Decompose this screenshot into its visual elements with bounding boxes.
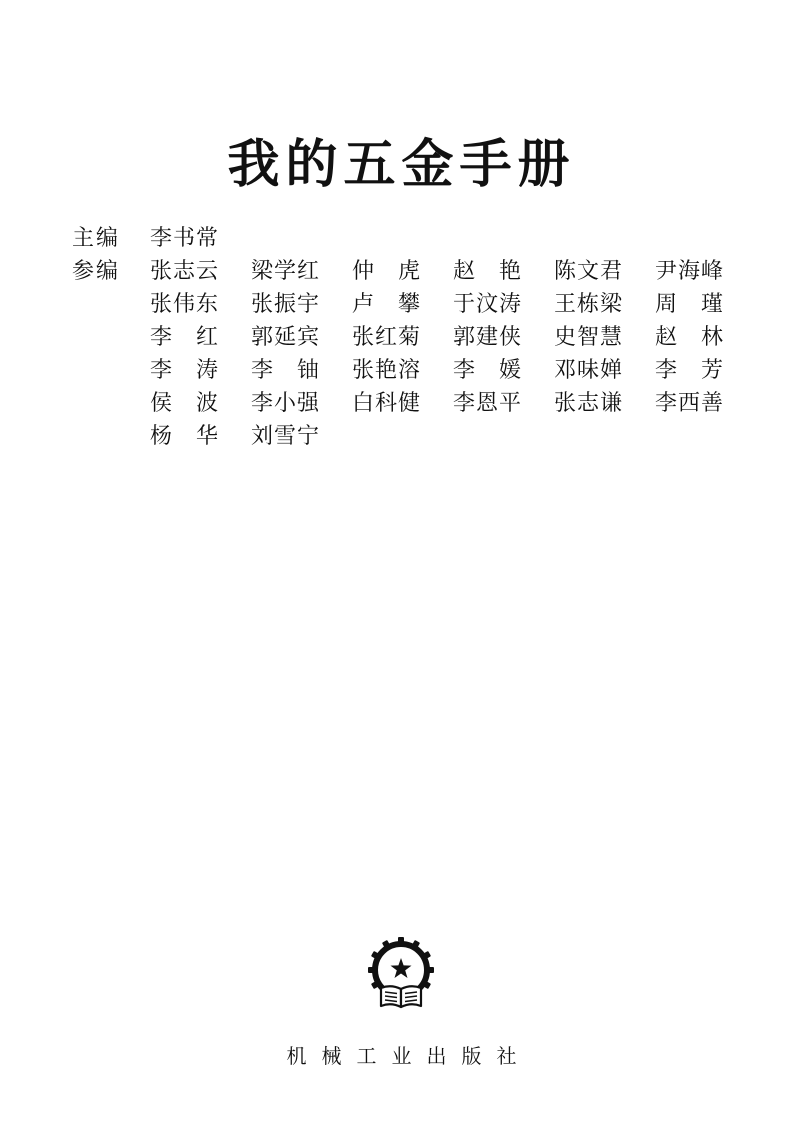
contributor-name: 于汶涛: [453, 292, 523, 317]
contributor-name: 仲 虎: [352, 259, 422, 284]
contributor-name: 陈文君: [554, 259, 624, 284]
contributor-name: 邓味婵: [554, 358, 624, 383]
contributor-name: 赵 林: [655, 325, 725, 350]
credits-block: [72, 222, 756, 453]
contributors-row: [72, 387, 756, 420]
contributor-name: 张伟东: [150, 292, 220, 317]
contributor-name: 张艳溶: [352, 358, 422, 383]
contributor-name: 李 涛: [150, 358, 220, 383]
book-title: 我的五金手册: [227, 135, 576, 195]
chief-editor-role: 主编: [72, 226, 121, 251]
contributors-row: [72, 354, 756, 387]
chief-editor-row: [72, 222, 756, 255]
contributor-name: 周 瑾: [655, 292, 725, 317]
contributor-name: 史智慧: [554, 325, 624, 350]
contributor-name: 卢 攀: [352, 292, 422, 317]
contributor-name: 郭延宾: [251, 325, 321, 350]
contributor-name: 郭建侠: [453, 325, 523, 350]
contributor-name: 李西善: [655, 391, 725, 416]
contributor-name: 张志云: [150, 259, 220, 284]
contributor-name: 赵 艳: [453, 259, 523, 284]
contributor-name: 李 媛: [453, 358, 523, 383]
contributor-name: 张红菊: [352, 325, 422, 350]
contributor-name: 张志谦: [554, 391, 624, 416]
contributors-role: 参编: [72, 259, 121, 284]
contributor-name: 李 铀: [251, 358, 321, 383]
contributor-name: 李 芳: [655, 358, 725, 383]
contributor-name: 刘雪宁: [251, 424, 321, 449]
publisher-emblem-icon: [367, 936, 435, 1010]
contributors-row: [72, 255, 756, 288]
contributor-name: 李 红: [150, 325, 220, 350]
open-book-icon: [381, 986, 421, 1007]
contributor-name: 梁学红: [251, 259, 321, 284]
chief-editor-name: 李书常: [150, 226, 220, 251]
contributor-name: 侯 波: [150, 391, 220, 416]
contributors-row: [72, 420, 756, 453]
contributor-name: 杨 华: [150, 424, 220, 449]
contributor-name: 李小强: [251, 391, 321, 416]
contributor-name: 李恩平: [453, 391, 523, 416]
contributors-row: [72, 288, 756, 321]
contributors-row: [72, 321, 756, 354]
contributor-name: 尹海峰: [655, 259, 725, 284]
contributor-name: 张振宇: [251, 292, 321, 317]
contributor-name: 王栋梁: [554, 292, 624, 317]
contributor-name: 白科健: [352, 391, 422, 416]
publisher-name: 机械工业出版社: [286, 1044, 532, 1068]
